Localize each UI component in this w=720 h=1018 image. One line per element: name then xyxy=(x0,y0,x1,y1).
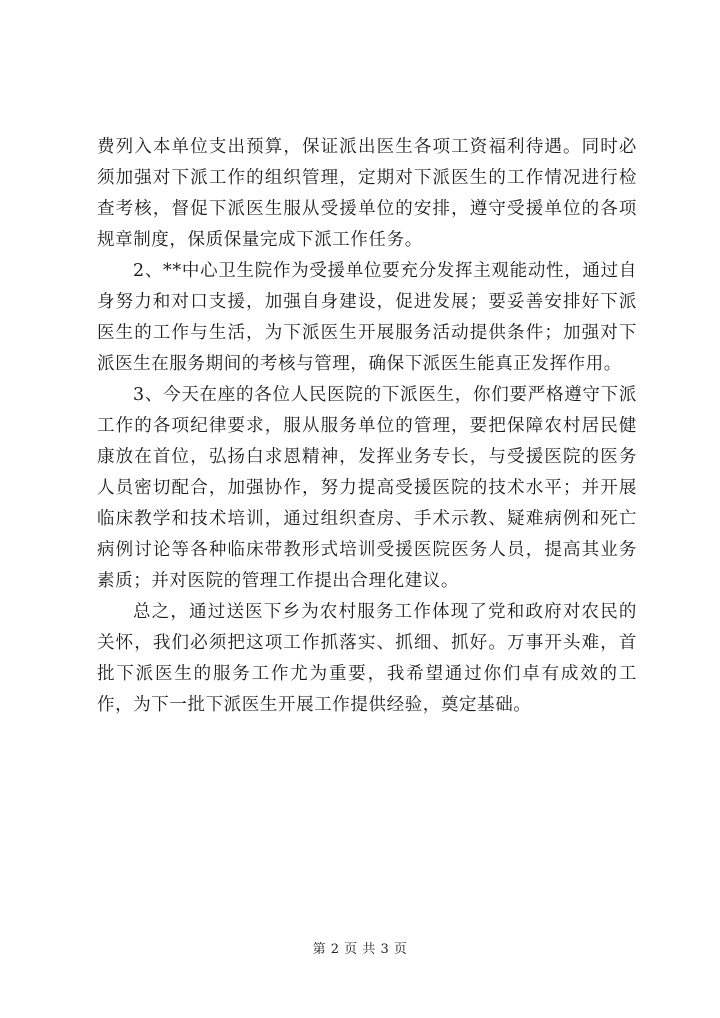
paragraph-conclusion: 总之，通过送医下乡为农村服务工作体现了党和政府对农民的关怀，我们必须把这项工作抓落实、抓细、抓好。万事开头难，首批下派医生的服务工作尤为重要，我希望通过你们卓有成效的工作，为下一批下派医生开展工作提供经验，奠定基础。 xyxy=(97,602,637,715)
paragraph-item-2: 2、**中心卫生院作为受援单位要充分发挥主观能动性，通过自身努力和对口支援，加强自身建设，促进发展；要妥善安排好下派医生的工作与生活，为下派医生开展服务活动提供条件；加强对下派医生在服务期间的考核与管理，确保下派医生能真正发挥作用。 xyxy=(97,261,637,374)
document-body xyxy=(97,132,637,721)
page-number-footer: 第 2 页 共 3 页 xyxy=(312,942,408,957)
paragraph-item-3: 3、今天在座的各位人民医院的下派医生，你们要严格遵守下派工作的各项纪律要求，服从服务单位的管理，要把保障农村居民健康放在首位，弘扬白求恩精神，发挥业务专长，与受援医院的医务人员密切配合，加强协作，努力提高受援医院的技术水平；并开展临床教学和技术培训，通过组织查房、手术示教、疑难病例和死亡病例讨论等各种临床带教形式培训受援医院医务人员，提高其业务素质；并对医院的管理工作提出合理化建议。 xyxy=(97,385,637,591)
paragraph-continuation: 费列入本单位支出预算，保证派出医生各项工资福利待遇。同时必须加强对下派工作的组织管理，定期对下派医生的工作情况进行检查考核，督促下派医生服从受援单位的安排，遵守受援单位的各项规章制度，保质保量完成下派工作任务。 xyxy=(97,137,637,250)
